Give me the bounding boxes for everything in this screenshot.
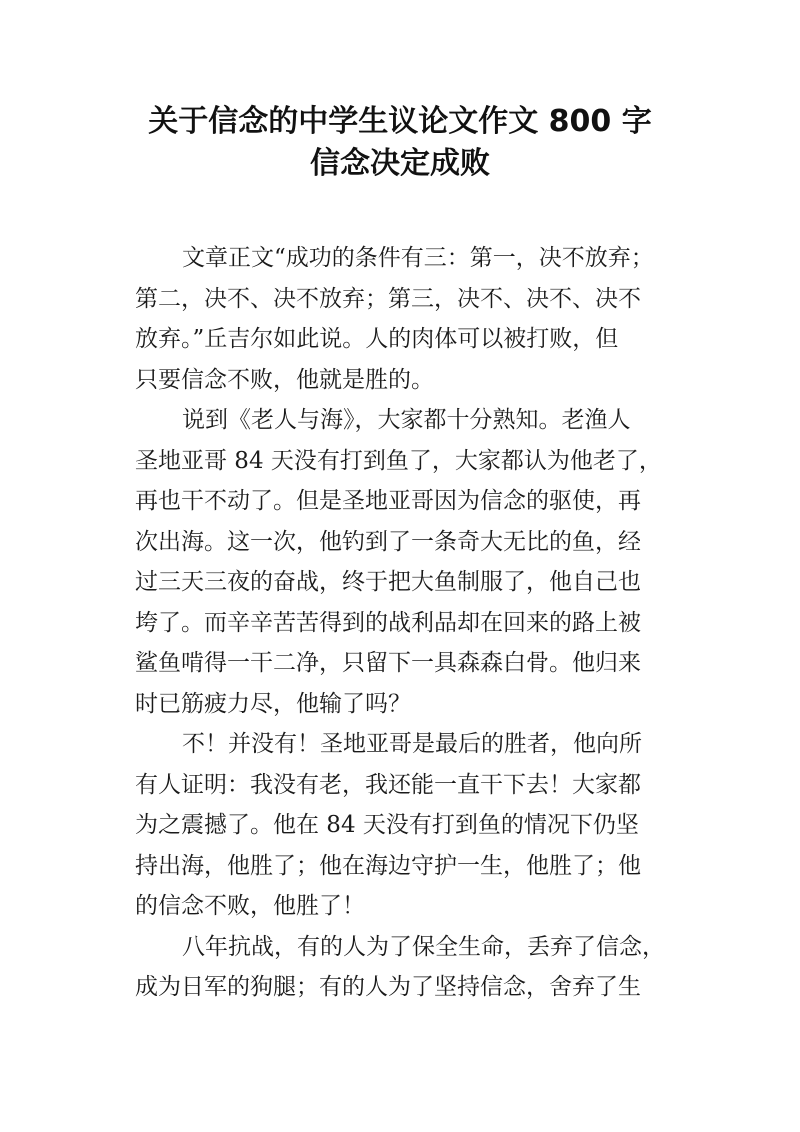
document-title-line-1: 关于信念的中学生议论文作文 800 字 (148, 104, 652, 139)
text-line: 成为日军的狗腿；有的人为了坚持信念，舍弃了生 (135, 974, 641, 1000)
text-line: 放弃。”丘吉尔如此说。人的肉体可以被打败，但 (135, 326, 619, 352)
text-line: 不！并没有！圣地亚哥是最后的胜者，他向所 (182, 731, 642, 757)
text-line: 八年抗战，有的人为了保全生命，丢弃了信念， (182, 933, 665, 960)
text-line: 再也干不动了。但是圣地亚哥因为信念的驱使，再 (135, 488, 641, 514)
text-line: 为之震撼了。他在 84 天没有打到鱼的情况下仍坚 (135, 812, 639, 838)
paragraph (135, 238, 675, 400)
text-line: 第二，决不、决不放弃；第三，决不、决不、决不 (135, 285, 641, 312)
text-line: 文章正文“成功的条件有三：第一，决不放弃； (182, 245, 654, 271)
text-line: 圣地亚哥 84 天没有打到鱼了，大家都认为他老了， (135, 447, 662, 474)
text-line: 持出海，他胜了；他在海边守护一生，他胜了；他 (135, 852, 641, 879)
text-line: 的信念不败，他胜了！ (135, 893, 365, 919)
text-line: 鲨鱼啃得一干二净，只留下一具森森白骨。他归来 (135, 650, 641, 676)
text-line: 有人证明：我没有老，我还能一直干下去！大家都 (135, 771, 641, 798)
paragraph (135, 927, 675, 1008)
text-line: 垮了。而辛辛苦苦得到的战利品却在回来的路上被 (135, 609, 641, 636)
paragraph (135, 400, 675, 724)
document-body (135, 238, 675, 1008)
text-line: 次出海。这一次，他钓到了一条奇大无比的鱼，经 (135, 528, 641, 555)
text-line: 只要信念不败，他就是胜的。 (135, 366, 434, 393)
text-line: 说到《老人与海》，大家都十分熟知。老渔人 (182, 407, 631, 433)
text-line: 过三天三夜的奋战，终于把大鱼制服了，他自己也 (135, 569, 641, 595)
paragraph (135, 724, 675, 927)
document-title-line-2: 信念决定成败 (310, 146, 490, 181)
text-line: 时已筋疲力尽，他输了吗？ (135, 690, 411, 717)
